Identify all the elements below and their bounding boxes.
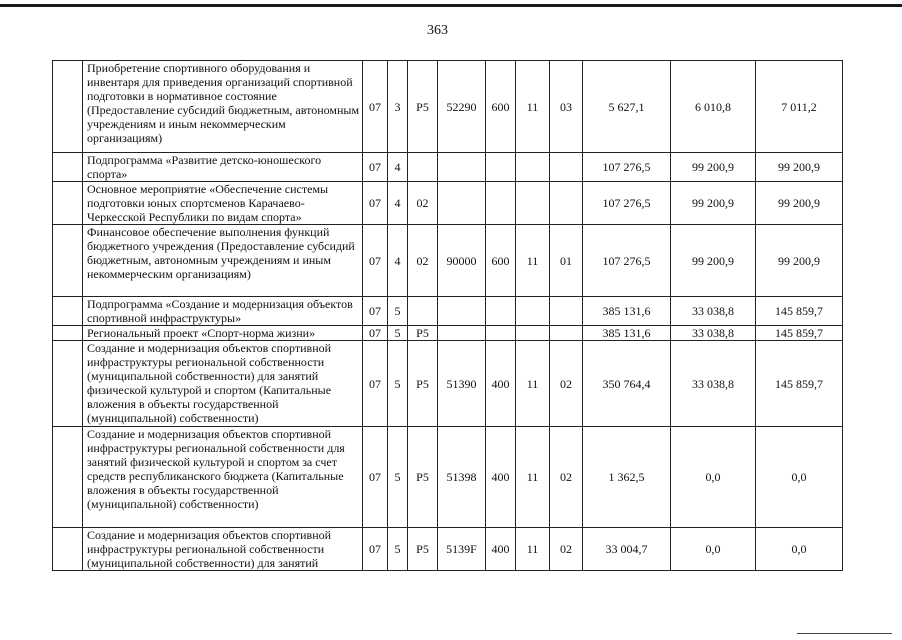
expense-type-cell: 600 <box>486 61 516 153</box>
amount-year3-cell: 0,0 <box>756 427 843 528</box>
amount-year2-cell: 99 200,9 <box>671 225 756 297</box>
table-row <box>53 326 843 341</box>
row-index-cell <box>53 225 83 297</box>
amount-year1-cell: 107 276,5 <box>583 225 671 297</box>
code2-cell <box>550 153 583 182</box>
amount-year2-cell: 0,0 <box>671 427 756 528</box>
section-cell: 07 <box>363 182 388 225</box>
section-cell: 07 <box>363 225 388 297</box>
code2-cell <box>550 326 583 341</box>
code1-cell: 11 <box>516 341 550 427</box>
code1-cell <box>516 182 550 225</box>
expense-type-cell <box>486 297 516 326</box>
expense-type-cell <box>486 182 516 225</box>
expense-type-cell: 400 <box>486 341 516 427</box>
expense-type-cell <box>486 153 516 182</box>
amount-year2-cell: 33 038,8 <box>671 341 756 427</box>
subsection-cell: 3 <box>388 61 408 153</box>
amount-year3-cell: 145 859,7 <box>756 341 843 427</box>
row-index-cell <box>53 341 83 427</box>
row-index-cell <box>53 427 83 528</box>
section-cell: 07 <box>363 341 388 427</box>
table-row <box>53 297 843 326</box>
target-code-cell <box>438 182 486 225</box>
table-row <box>53 341 843 427</box>
amount-year1-cell: 1 362,5 <box>583 427 671 528</box>
amount-year2-cell: 0,0 <box>671 528 756 571</box>
table-body <box>53 61 843 571</box>
amount-year1-cell: 107 276,5 <box>583 153 671 182</box>
section-cell: 07 <box>363 297 388 326</box>
target-code-cell <box>438 297 486 326</box>
table-row <box>53 61 843 153</box>
expense-type-cell: 400 <box>486 528 516 571</box>
program-cell: P5 <box>408 61 438 153</box>
code1-cell: 11 <box>516 427 550 528</box>
target-code-cell <box>438 326 486 341</box>
target-code-cell: 52290 <box>438 61 486 153</box>
section-cell: 07 <box>363 427 388 528</box>
code1-cell <box>516 326 550 341</box>
row-name-cell: Создание и модернизация объектов спортивной инфраструктуры региональной собственности (муниципальной собственности) для занятий <box>83 528 363 571</box>
target-code-cell: 5139F <box>438 528 486 571</box>
target-code-cell: 90000 <box>438 225 486 297</box>
page-number: 363 <box>427 23 448 38</box>
amount-year3-cell: 145 859,7 <box>756 326 843 341</box>
code2-cell: 03 <box>550 61 583 153</box>
amount-year1-cell: 385 131,6 <box>583 297 671 326</box>
code2-cell <box>550 182 583 225</box>
section-cell: 07 <box>363 528 388 571</box>
amount-year2-cell: 33 038,8 <box>671 297 756 326</box>
amount-year3-cell: 145 859,7 <box>756 297 843 326</box>
subsection-cell: 4 <box>388 225 408 297</box>
amount-year2-cell: 99 200,9 <box>671 153 756 182</box>
subsection-cell: 5 <box>388 528 408 571</box>
row-index-cell <box>53 61 83 153</box>
row-name-cell: Подпрограмма «Создание и модернизация объектов спортивной инфраструктуры» <box>83 297 363 326</box>
code1-cell: 11 <box>516 528 550 571</box>
code2-cell <box>550 297 583 326</box>
program-cell: 02 <box>408 182 438 225</box>
amount-year1-cell: 107 276,5 <box>583 182 671 225</box>
subsection-cell: 4 <box>388 182 408 225</box>
section-cell: 07 <box>363 61 388 153</box>
amount-year3-cell: 7 011,2 <box>756 61 843 153</box>
row-name-cell: Финансовое обеспечение выполнения функций бюджетного учреждения (Предоставление субсидий бюджетным, автономным учреждениям и иным некоммерческим организациям) <box>83 225 363 297</box>
row-name-cell: Создание и модернизация объектов спортивной инфраструктуры региональной собственности для занятий физической культурой и спортом за счет средств республиканского бюджета (Капитальные вложения в объекты государственной (муниципальной) собственности) <box>83 427 363 528</box>
program-cell: P5 <box>408 528 438 571</box>
row-index-cell <box>53 297 83 326</box>
program-cell: P5 <box>408 341 438 427</box>
amount-year3-cell: 99 200,9 <box>756 153 843 182</box>
row-name-cell: Основное мероприятие «Обеспечение системы подготовки юных спортсменов Карачаево-Черкесской Республики по видам спорта» <box>83 182 363 225</box>
program-cell: P5 <box>408 427 438 528</box>
program-cell: P5 <box>408 326 438 341</box>
code1-cell <box>516 153 550 182</box>
code2-cell: 01 <box>550 225 583 297</box>
amount-year2-cell: 33 038,8 <box>671 326 756 341</box>
amount-year2-cell: 99 200,9 <box>671 182 756 225</box>
table-row <box>53 225 843 297</box>
target-code-cell: 51398 <box>438 427 486 528</box>
amount-year1-cell: 5 627,1 <box>583 61 671 153</box>
code1-cell: 11 <box>516 61 550 153</box>
budget-table <box>52 60 843 571</box>
row-name-cell: Создание и модернизация объектов спортивной инфраструктуры региональной собственности (муниципальной собственности) для занятий физической культурой и спортом (Капитальные вложения в объекты государственной (муниципальной) собственности) <box>83 341 363 427</box>
target-code-cell: 51390 <box>438 341 486 427</box>
amount-year1-cell: 350 764,4 <box>583 341 671 427</box>
table-row <box>53 427 843 528</box>
expense-type-cell <box>486 326 516 341</box>
row-name-cell: Подпрограмма «Развитие детско-юношеского спорта» <box>83 153 363 182</box>
row-index-cell <box>53 153 83 182</box>
code1-cell: 11 <box>516 225 550 297</box>
top-rule <box>0 4 902 7</box>
amount-year3-cell: 99 200,9 <box>756 182 843 225</box>
amount-year3-cell: 0,0 <box>756 528 843 571</box>
section-cell: 07 <box>363 153 388 182</box>
program-cell <box>408 297 438 326</box>
expense-type-cell: 600 <box>486 225 516 297</box>
subsection-cell: 5 <box>388 326 408 341</box>
section-cell: 07 <box>363 326 388 341</box>
code2-cell: 02 <box>550 341 583 427</box>
subsection-cell: 5 <box>388 297 408 326</box>
bottom-rule <box>797 633 892 634</box>
row-index-cell <box>53 326 83 341</box>
expense-type-cell: 400 <box>486 427 516 528</box>
code2-cell: 02 <box>550 427 583 528</box>
table-row <box>53 528 843 571</box>
target-code-cell <box>438 153 486 182</box>
subsection-cell: 4 <box>388 153 408 182</box>
program-cell: 02 <box>408 225 438 297</box>
row-name-cell: Региональный проект «Спорт-норма жизни» <box>83 326 363 341</box>
subsection-cell: 5 <box>388 341 408 427</box>
code1-cell <box>516 297 550 326</box>
table-row <box>53 153 843 182</box>
row-index-cell <box>53 182 83 225</box>
amount-year1-cell: 33 004,7 <box>583 528 671 571</box>
code2-cell: 02 <box>550 528 583 571</box>
amount-year1-cell: 385 131,6 <box>583 326 671 341</box>
row-name-cell: Приобретение спортивного оборудования и инвентаря для приведения организаций спортивной подготовки в нормативное состояние (Предоставление субсидий бюджетным, автономным учреждениям и иным некоммерческим организациям) <box>83 61 363 153</box>
amount-year3-cell: 99 200,9 <box>756 225 843 297</box>
program-cell <box>408 153 438 182</box>
subsection-cell: 5 <box>388 427 408 528</box>
amount-year2-cell: 6 010,8 <box>671 61 756 153</box>
row-index-cell <box>53 528 83 571</box>
table-row <box>53 182 843 225</box>
